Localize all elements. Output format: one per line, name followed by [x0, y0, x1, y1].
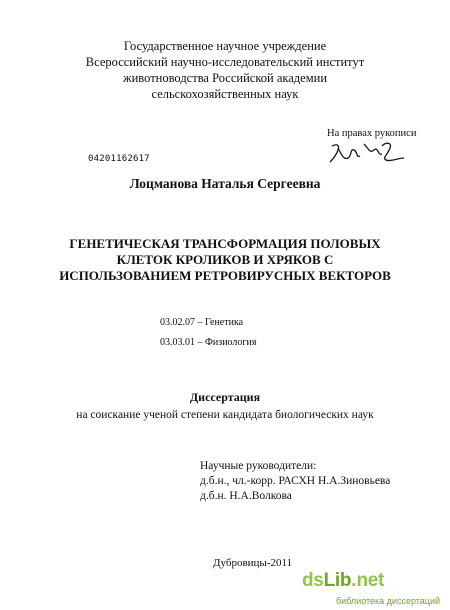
serial-number: 04201162617 — [88, 154, 150, 164]
institution-line: животноводства Российской академии — [122, 71, 328, 85]
title-line: ИСПОЛЬЗОВАНИЕМ РЕТРОВИРУСНЫХ ВЕКТОРОВ — [59, 268, 391, 283]
handwritten-signature — [326, 136, 410, 166]
institution-line: Всероссийский научно-исследовательский институт — [85, 55, 365, 69]
watermark-logo-part: ds — [302, 570, 324, 591]
place-and-year: Дубровицы-2011 — [213, 557, 293, 569]
supervisors-heading: Научные руководители: — [200, 460, 317, 472]
watermark-logo-part: net — [356, 570, 385, 591]
institution-line: Государственное научное учреждение — [123, 39, 327, 53]
institution-block — [0, 38, 450, 102]
watermark-subtitle: библиотека диссертаций — [335, 596, 440, 606]
author-name: Лоцманова Наталья Сергеевна — [129, 176, 321, 191]
supervisor-name: д.б.н. Н.А.Волкова — [200, 490, 292, 502]
watermark-dot: . — [351, 570, 357, 591]
copyright-note: На правах рукописи — [327, 128, 417, 139]
dissertation-title — [0, 236, 450, 284]
specialty-physiology: 03.03.01 – Физиология — [160, 337, 257, 348]
degree-description: на соискание ученой степени кандидата биологических наук — [76, 409, 374, 421]
title-line: КЛЕТОК КРОЛИКОВ И ХРЯКОВ С — [116, 252, 334, 267]
supervisor-name: д.б.н., чл.-корр. РАСХН Н.А.Зиновьева — [200, 475, 391, 487]
title-line: ГЕНЕТИЧЕСКАЯ ТРАНСФОРМАЦИЯ ПОЛОВЫХ — [69, 236, 381, 251]
document-type: Диссертация — [189, 390, 261, 404]
institution-line: сельскохозяйственных наук — [151, 87, 299, 101]
specialty-genetics: 03.02.07 – Генетика — [160, 317, 244, 328]
watermark-logo-part: Lib — [323, 570, 352, 591]
